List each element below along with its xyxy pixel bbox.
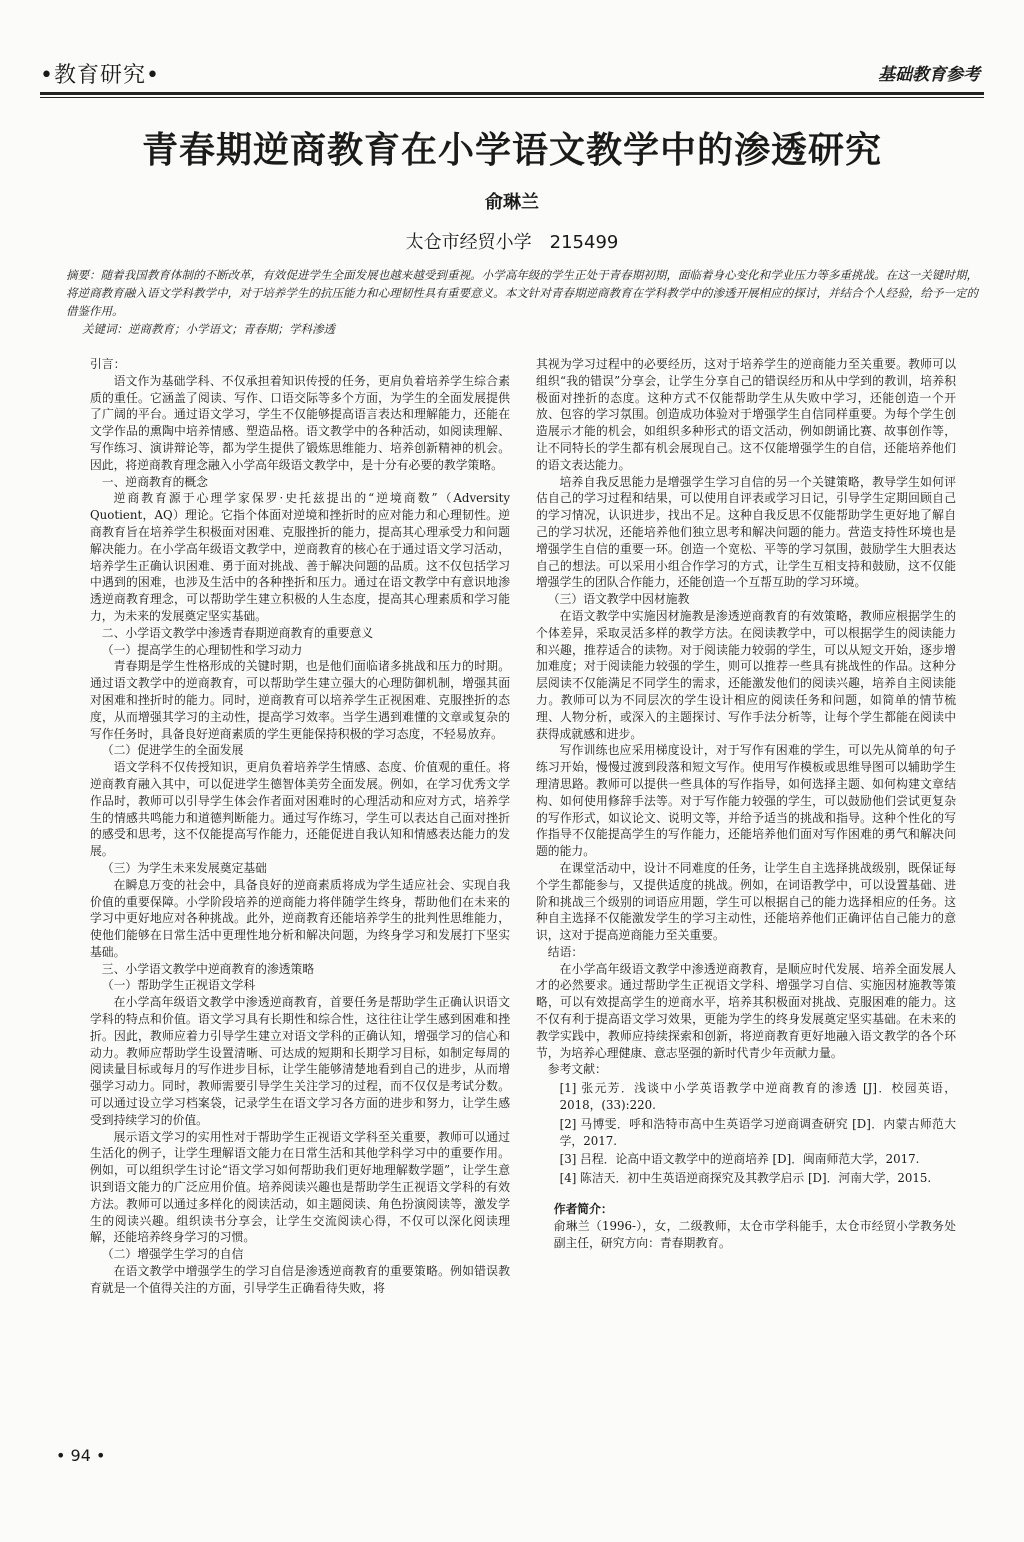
body-paragraph: 语文学科不仅传授知识，更肩负着培养学生情感、态度、价值观的重任。将逆商教育融入其中，可以促进学生德智体美劳全面发展。例如，在学习优秀文学作品时，教师可以引导学生体会作者面对困难时的心理活动和应对方式，培养学生的情感共鸣能力和道德判断能力。通过写作练习，学生可以表达自己面对挫折的感受和思考，这不仅能提高写作能力，还能促进自我认知和情感表达能力的发展。	[90, 760, 510, 859]
page-number: • 94 •	[56, 1446, 106, 1465]
abstract-block	[66, 266, 978, 338]
body-paragraph: 逆商教育源于心理学家保罗·史托兹提出的“逆境商数”（Adversity Quotient，AQ）理论。它指个体面对逆境和挫折时的应对能力和心理韧性。逆商教育旨在培养学生积极面对困难、克服挫折的能力，提高其心理承受力和问题解决能力。在小学高年级语文教学中，逆商教育的核心在于通过语文学习活动，培养学生正确认识困难、勇于面对挑战、善于解决问题的品质。这不仅包括学习中遇到的困难，也涉及生活中的各种挫折和压力。通过在语文教学中有意识地渗透逆商教育理念，可以帮助学生建立积极的人生态度，提高其心理素质和学习能力，为未来的发展奠定坚实基础。	[90, 491, 510, 623]
body-paragraph: 在小学高年级语文教学中渗透逆商教育，首要任务是帮助学生正确认识语文学科的特点和价值。语文学习具有长期性和综合性，这往往让学生感到困难和挫折。因此，教师应着力引导学生建立对语文学科的正确认知，增强学习的信心和动力。教师应帮助学生设置清晰、可达成的短期和长期学习目标，如制定每周的阅读量目标或每月的写作进步目标，让学生能够清楚地看到自己的进步，从而增强学习动力。同时，教师需要引导学生关注学习的过程，而不仅仅是考试分数。可以通过设立学习档案袋，记录学生在语文学习各方面的进步和努力，让学生感受到持续学习的价值。	[90, 995, 510, 1127]
body-paragraph: 作者简介：	[553, 1202, 613, 1217]
reference-item: [2] 马博雯．呼和浩特市高中生英语学习逆商调查研究 [D]．内蒙古师范大学，2017.	[559, 1116, 956, 1148]
keywords: 关键词：逆商教育；小学语文；青春期；学科渗透	[82, 322, 335, 336]
body-paragraph: 在语文教学中增强学生的学习自信是渗透逆商教育的重要策略。例如错误教育就是一个值得关注的方面，引导学生正确看待失败，将	[90, 1264, 510, 1295]
body-paragraph: 在瞬息万变的社会中，具备良好的逆商素质将成为学生适应社会、实现自我价值的重要保障。小学阶段培养的逆商能力将伴随学生终身，帮助他们在未来的学习中更好地应对各种挑战。此外，逆商教育还能培养学生的批判性思维能力，使他们能够在日常生活中更理性地分析和解决问题，为终身学习和发展打下坚实基础。	[90, 877, 510, 959]
body-paragraph: 在课堂活动中，设计不同难度的任务，让学生自主选择挑战级别，既保证每个学生都能参与，又提供适度的挑战。例如，在词语教学中，可以设置基础、进阶和挑战三个级别的词语应用题，学生可以根据自己的能力选择相应的任务。这种自主选择不仅能激发学生的学习主动性，还能培养他们正确评估自己能力的意识，这对于提高逆商能力至关重要。	[536, 860, 956, 943]
abstract-text: 摘要：随着我国教育体制的不断改革，有效促进学生全面发展也越来越受到重视。小学高年级的学生正处于青春期初期，面临着身心变化和学业压力等多重挑战。在这一关键时期，将逆商教育融入语文学科教学中，对于培养学生的抗压能力和心理韧性具有重要意义。本文针对青春期逆商教育在学科教学中的渗透开展相应的探讨，并结合个人经验，给予一定的借鉴作用。	[66, 268, 978, 318]
body-paragraph: 青春期是学生性格形成的关键时期，也是他们面临诸多挑战和压力的时期。通过语文教学中的逆商教育，可以帮助学生建立强大的心理防御机制，增强其面对困难和挫折时的能力。同时，逆商教育可以培养学生正视困难、克服挫折的态度，从而增强其学习的主动性，提高学习效率。当学生遇到难懂的文章或复杂的写作任务时，具备良好逆商素质的学生更能保持积极的学习态度，不轻易放弃。	[90, 659, 510, 741]
body-paragraph: 培养自我反思能力是增强学生学习自信的另一个关键策略，教导学生如何评估自己的学习过程和结果，可以使用自评表或学习日记，引导学生定期回顾自己的学习情况，认识进步，找出不足。这种自我反思不仅能帮助学生更好地了解自己的学习状况，还能培养他们独立思考和解决问题的能力。营造支持性环境也是增强学生自信的重要一环。创造一个宽松、平等的学习氛围，鼓励学生大胆表达自己的想法。可以采用小组合作学习的方式，让学生互相支持和鼓励，这不仅能增强学生的团队合作能力，还能创造一个互帮互助的学习环境。	[536, 474, 956, 590]
section-heading: 一、逆商教育的概念	[101, 474, 208, 489]
section-heading: （一）提高学生的心理韧性和学习动力	[101, 642, 303, 657]
header-rule	[40, 92, 984, 95]
body-paragraph: 展示语文学习的实用性对于帮助学生正视语文学科至关重要，教师可以通过生活化的例子，让学生理解语文能力在日常生活和其他学科学习中的重要作用。例如，可以组织学生讨论“语文学习如何帮助我们更好地理解数学题”，让学生意识到语文能力的广泛应用价值。培养阅读兴趣也是帮助学生正视语文学科的有效方法。教师可以通过多样化的阅读活动，如主题阅读、角色扮演阅读等，激发学生的阅读兴趣。组织读书分享会，让学生交流阅读心得，不仅可以深化阅读理解，还能培养终身学习的习惯。	[90, 1129, 510, 1245]
body-paragraph: 引言：	[90, 357, 126, 371]
body-paragraph: 其视为学习过程中的必要经历，这对于培养学生的逆商能力至关重要。教师可以组织“我的错误”分享会，让学生分享自己的错误经历和从中学到的教训，培养积极面对挫折的态度。这种方式不仅能帮助学生从失败中学习，还能创造一个开放、包容的学习氛围。创造成功体验对于增强学生自信同样重要。为每个学生创造展示才能的机会，如组织多种形式的语文活动，例如朗诵比赛、故事创作等，让不同特长的学生都有机会展现自己。这不仅能增强学生的自信，还能培养他们的语文表达能力。	[536, 357, 956, 472]
author-name: 俞琳兰	[485, 192, 539, 213]
body-paragraph: 俞琳兰（1996-），女，二级教师，太仓市学科能手，太仓市经贸小学教务处副主任，研究方向：青春期教育。	[553, 1218, 956, 1250]
section-heading: 三、小学语文教学中逆商教育的渗透策略	[101, 961, 315, 976]
body-column-right	[536, 356, 956, 1251]
section-heading: 参考文献：	[547, 1062, 607, 1077]
reference-item: [1] 张元芳．浅谈中小学英语教学中逆商教育的渗透 [J]．校园英语，2018，(33):220.	[559, 1081, 956, 1113]
section-heading: （三）为学生未来发展奠定基础	[101, 860, 267, 875]
body-paragraph: 语文作为基础学科、不仅承担着知识传授的任务，更肩负着培养学生综合素质的重任。它涵盖了阅读、写作、口语交际等多个方面，为学生的全面发展提供了广阔的平台。通过语文学习，学生不仅能够提高语言表达和理解能力，还能在文学作品的熏陶中培养情感、塑造品格。语文教学中的各种活动，如阅读理解、写作练习、演讲辩论等，都为学生提供了锻炼思维能力、培养创新精神的机会。因此，将逆商教育理念融入小学高年级语文教学中，是十分有必要的教学策略。	[90, 373, 510, 472]
header-rule-thin	[40, 97, 984, 98]
header-journal-name: 基础教育参考	[878, 65, 980, 85]
body-paragraph: 在语文教学中实施因材施教是渗透逆商教育的有效策略，教师应根据学生的个体差异，采取灵活多样的教学方法。在阅读教学中，可以根据学生的阅读能力和兴趣，推荐适合的读物。对于阅读能力较弱的学生，可以从短文开始，逐步增加难度；对于阅读能力较强的学生，则可以推荐一些具有挑战性的作品。这种分层阅读不仅能满足不同学生的需求，还能激发他们的阅读兴趣，培养自主阅读能力。教师可以为不同层次的学生设计相应的阅读任务和问题，如简单的情节梳理、人物分析，或深入的主题探讨、写作手法分析等，让每个学生都能在阅读中获得成就感和进步。	[536, 608, 956, 741]
reference-item: [3] 吕程．论高中语文教学中的逆商培养 [D]．闽南师范大学，2017.	[559, 1152, 920, 1167]
author-affiliation: 太仓市经贸小学 215499	[405, 232, 619, 253]
body-paragraph: 在小学高年级语文教学中渗透逆商教育，是顺应时代发展、培养全面发展人才的必然要求。通过帮助学生正视语文学科、增强学习自信、实施因材施教等策略，可以有效提高学生的逆商水平，培养其积极面对挑战、克服困难的能力。这不仅有利于提高语文学习效果，更能为学生的终身发展奠定坚实基础。在未来的教学实践中，教师应持续探索和创新，将逆商教育更好地融入语文教学的各个环节，为培养心理健康、意志坚强的新时代青少年贡献力量。	[536, 961, 956, 1060]
section-heading: （一）帮助学生正视语文学科	[101, 978, 256, 993]
section-heading: 结语：	[547, 944, 584, 959]
section-heading: （二）促进学生的全面发展	[101, 743, 244, 758]
section-heading: （三）语文教学中因材施教	[547, 592, 690, 607]
section-heading: 二、小学语文教学中渗透青春期逆商教育的重要意义	[101, 625, 374, 640]
reference-item: [4] 陈洁天．初中生英语逆商探究及其教学启示 [D]．河南大学，2015.	[559, 1171, 932, 1186]
article-title: 青春期逆商教育在小学语文教学中的渗透研究	[141, 130, 882, 171]
section-heading: （二）增强学生学习的自信	[101, 1247, 244, 1262]
body-column-left	[90, 356, 510, 1297]
body-paragraph: 写作训练也应采用梯度设计，对于写作有困难的学生，可以先从简单的句子练习开始，慢慢过渡到段落和短文写作。使用写作模板或思维导图可以辅助学生理清思路。教师可以提供一些具体的写作指导，如何选择主题、如何构建文章结构、如何使用修辞手法等。对于写作能力较强的学生，可以鼓励他们尝试更复杂的写作形式，如议论文、说明文等，并给予适当的挑战和指导。这种个性化的写作指导不仅能提高学生的写作能力，还能培养他们面对写作困难的勇气和解决问题的能力。	[536, 743, 956, 859]
header-section-label: •教育研究•	[40, 63, 160, 88]
